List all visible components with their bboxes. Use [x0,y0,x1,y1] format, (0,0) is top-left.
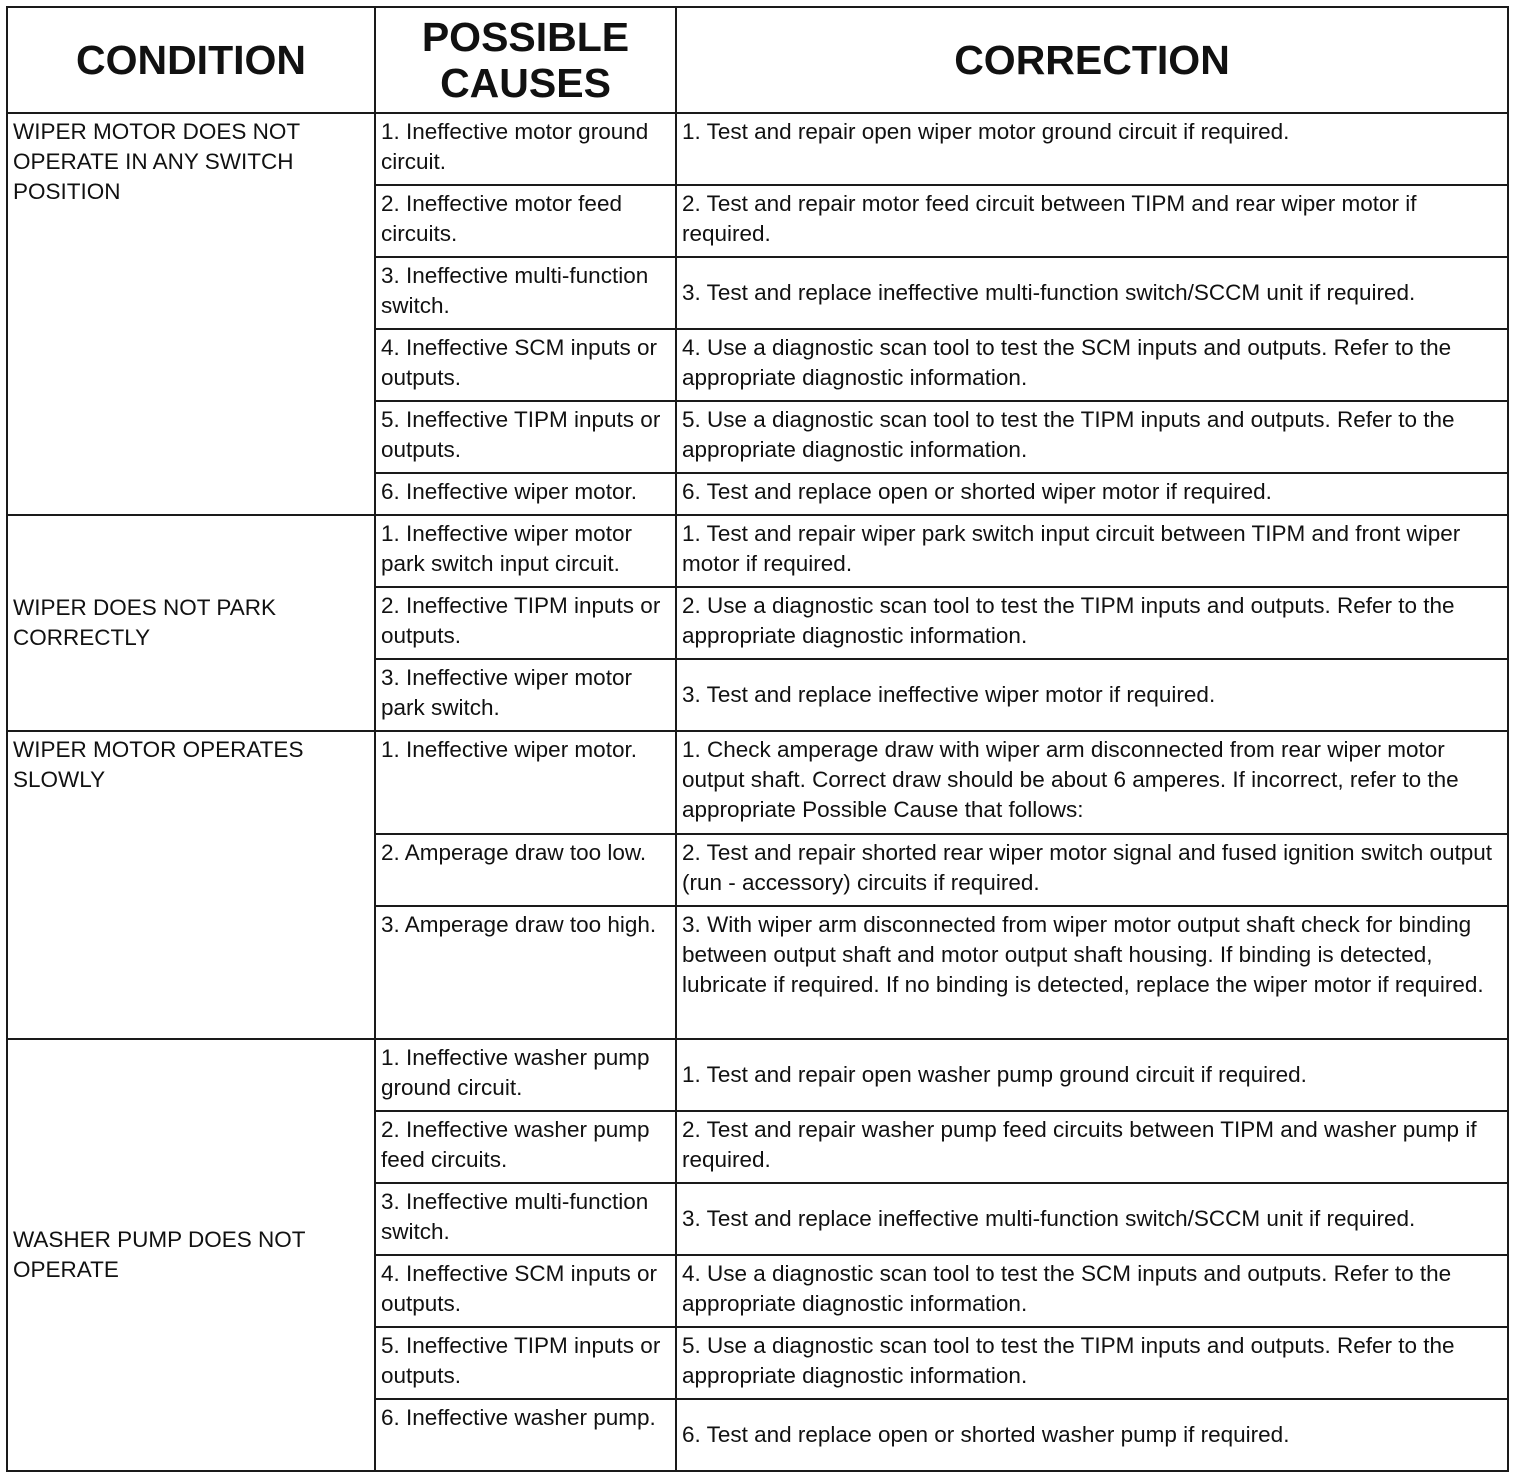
correction-cell: 4. Use a diagnostic scan tool to test the SCM inputs and outputs. Refer to the appropriate diagnostic information. [676,329,1508,401]
header-causes-line2: CAUSES [440,60,611,106]
correction-cell: 6. Test and replace open or shorted washer pump if required. [676,1399,1508,1471]
cause-cell: 6. Ineffective washer pump. [375,1399,676,1471]
header-correction: CORRECTION [676,7,1508,113]
cause-cell: 2. Ineffective washer pump feed circuits. [375,1111,676,1183]
cause-cell: 6. Ineffective wiper motor. [375,473,676,515]
header-condition: CONDITION [7,7,375,113]
correction-cell: 2. Test and repair shorted rear wiper motor signal and fused ignition switch output (run - accessory) circuits if required. [676,834,1508,906]
correction-cell: 2. Test and repair washer pump feed circuits between TIPM and washer pump if required. [676,1111,1508,1183]
cause-cell: 2. Ineffective TIPM inputs or outputs. [375,587,676,659]
correction-cell: 5. Use a diagnostic scan tool to test the TIPM inputs and outputs. Refer to the appropriate diagnostic information. [676,1327,1508,1399]
cause-cell: 1. Ineffective wiper motor park switch input circuit. [375,515,676,587]
header-row [7,7,1508,113]
table-row [7,731,1508,834]
correction-cell: 4. Use a diagnostic scan tool to test the SCM inputs and outputs. Refer to the appropriate diagnostic information. [676,1255,1508,1327]
table-row [7,515,1508,587]
condition-cell: WIPER DOES NOT PARK CORRECTLY [7,515,375,731]
correction-cell: 6. Test and replace open or shorted wiper motor if required. [676,473,1508,515]
cause-cell: 4. Ineffective SCM inputs or outputs. [375,1255,676,1327]
correction-cell: 3. Test and replace ineffective wiper motor if required. [676,659,1508,731]
cause-cell: 3. Amperage draw too high. [375,906,676,1039]
diagnosis-table [6,6,1509,1472]
cause-cell: 2. Ineffective motor feed circuits. [375,185,676,257]
correction-cell: 1. Check amperage draw with wiper arm disconnected from rear wiper motor output shaft. Correct draw should be about 6 amperes. If incorrect, refer to the appropriate Possible Cause that follows: [676,731,1508,834]
correction-cell: 3. With wiper arm disconnected from wiper motor output shaft check for binding between output shaft and motor output shaft housing. If binding is detected, lubricate if required. If no binding is detected, replace the wiper motor if required. [676,906,1508,1039]
header-causes-line1: POSSIBLE [421,14,630,60]
cause-cell: 2. Amperage draw too low. [375,834,676,906]
table-row [7,1039,1508,1111]
condition-cell: WIPER MOTOR OPERATES SLOWLY [7,731,375,1039]
condition-cell: WASHER PUMP DOES NOT OPERATE [7,1039,375,1471]
correction-cell: 2. Test and repair motor feed circuit between TIPM and rear wiper motor if required. [676,185,1508,257]
cause-cell: 1. Ineffective washer pump ground circuit. [375,1039,676,1111]
correction-cell: 1. Test and repair wiper park switch input circuit between TIPM and front wiper motor if required. [676,515,1508,587]
correction-cell: 3. Test and replace ineffective multi-function switch/SCCM unit if required. [676,1183,1508,1255]
header-possible-causes [375,7,676,113]
cause-cell: 3. Ineffective wiper motor park switch. [375,659,676,731]
cause-cell: 5. Ineffective TIPM inputs or outputs. [375,1327,676,1399]
cause-cell: 1. Ineffective motor ground circuit. [375,113,676,185]
cause-cell: 5. Ineffective TIPM inputs or outputs. [375,401,676,473]
cause-cell: 3. Ineffective multi-function switch. [375,1183,676,1255]
correction-cell: 1. Test and repair open washer pump ground circuit if required. [676,1039,1508,1111]
cause-cell: 3. Ineffective multi-function switch. [375,257,676,329]
cause-cell: 4. Ineffective SCM inputs or outputs. [375,329,676,401]
correction-cell: 1. Test and repair open wiper motor ground circuit if required. [676,113,1508,185]
cause-cell: 1. Ineffective wiper motor. [375,731,676,834]
table-row [7,113,1508,185]
correction-cell: 5. Use a diagnostic scan tool to test the TIPM inputs and outputs. Refer to the appropriate diagnostic information. [676,401,1508,473]
condition-cell: WIPER MOTOR DOES NOT OPERATE IN ANY SWITCH POSITION [7,113,375,515]
correction-cell: 3. Test and replace ineffective multi-function switch/SCCM unit if required. [676,257,1508,329]
correction-cell: 2. Use a diagnostic scan tool to test the TIPM inputs and outputs. Refer to the appropriate diagnostic information. [676,587,1508,659]
